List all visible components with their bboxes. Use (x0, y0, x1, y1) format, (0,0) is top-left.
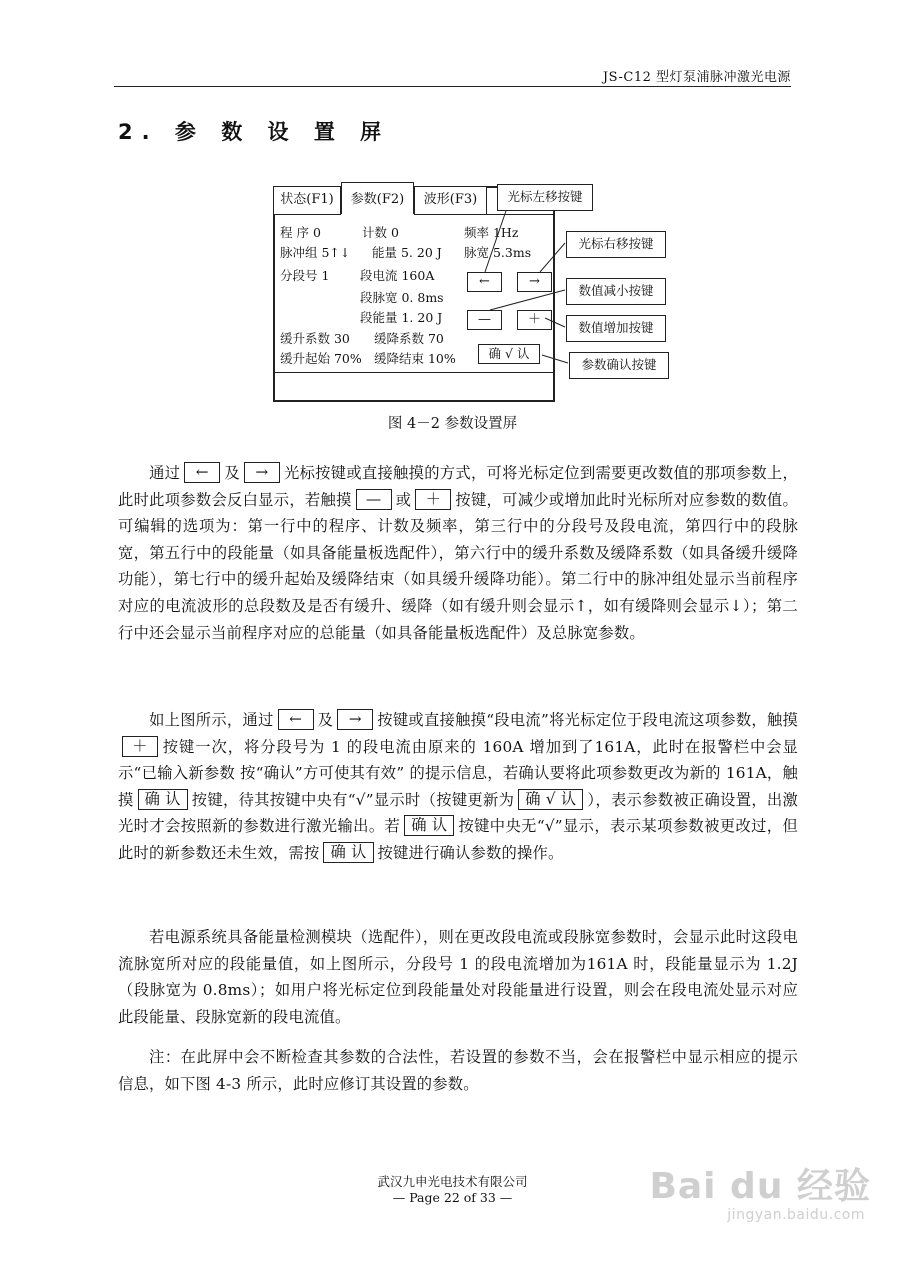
field-program[interactable]: 程 序 0 (280, 225, 321, 240)
header-title: JS-C12 型灯泵浦脉冲激光电源 (602, 70, 791, 85)
right-key-glyph: → (244, 462, 280, 483)
callout-confirm: 参数确认按键 (569, 352, 669, 379)
confirm-key-glyph: 确 认 (138, 789, 188, 810)
minus-key-glyph: — (356, 489, 392, 510)
plus-key-glyph: ＋ (122, 736, 158, 757)
field-pulse-group: 脉冲组 5↑↓ (280, 245, 351, 260)
confirm-checked-key-glyph: 确 √ 认 (518, 789, 583, 810)
footer-company: 武汉九申光电技术有限公司 (377, 1174, 528, 1189)
figure-caption: 图 4－2 参数设置屏 (387, 416, 518, 432)
paragraph-4: 注：在此屏中会不断检查其参数的合法性，若设置的参数不当，会在报警栏中显示相应的提示信息，如下图 4-3 所示，此时应修订其设置的参数。 (118, 1048, 798, 1093)
field-segment-pulse-width[interactable]: 段脉宽 0. 8ms (360, 290, 444, 305)
confirm-key-glyph: 确 认 (323, 842, 373, 863)
watermark-url: jingyan.baidu.com (727, 1207, 865, 1223)
watermark-logo: Bai du 经验 (649, 1166, 871, 1207)
right-key-glyph: → (337, 709, 373, 730)
callout-increase: 数值增加按键 (566, 315, 666, 342)
field-ramp-up-coef[interactable]: 缓升系数 30 (280, 331, 350, 346)
footer-page-number: — Page 22 of 33 — (392, 1190, 513, 1205)
callout-decrease: 数值减小按键 (566, 278, 666, 305)
field-energy: 能量 5. 20 J (372, 245, 442, 260)
tab-params[interactable]: 参数(F2) (341, 182, 414, 214)
field-frequency[interactable]: 频率 1Hz (464, 225, 519, 240)
field-segment-current[interactable]: 段电流 160A (360, 268, 435, 283)
field-ramp-down-coef[interactable]: 缓降系数 70 (374, 331, 444, 346)
confirm-button[interactable]: 确 √ 认 (478, 344, 540, 364)
plus-key-glyph: ＋ (415, 489, 451, 510)
paragraph-3: 若电源系统具备能量检测模块（选配件），则在更改段电流或段脉宽参数时，会显示此时这段电流脉宽所对应的段能量值，如上图所示，分段号 1 的段电流增加为161A 时，段能量显示为 1.2J（段脉宽为 0.8ms）；如用户将光标定位到段能量处对段能量进行设置，则会在段电流处显示对应此段能量、段脉宽新的段电流值。 (118, 928, 798, 1026)
field-ramp-up-start[interactable]: 缓升起始 70% (280, 351, 362, 366)
section-title: 2. 参 数 设 置 屏 (118, 120, 391, 144)
callout-cursor-left: 光标左移按键 (497, 184, 593, 211)
cursor-right-button[interactable]: → (517, 272, 552, 292)
field-segment-energy[interactable]: 段能量 1. 20 J (360, 310, 443, 325)
paragraph-2: 如上图所示，通过 ← 及 → 按键或直接触摸“段电流”将光标定位于段电流这项参数，触摸＋ 按键一次，将分段号为 1 的段电流由原来的 160A 增加到了161A，此时在报警栏中会显示“已输入新参数 按“确认”方可使其有效” 的提示信息，若确认要将此项参数更改为新的 161A，触摸 确 认 按键，待其按键中央有“√”显示时（按键更新为 确 √ 认 ），表示参数被正确设置，出激光时才会按照新的参数进行激光输出。若 确 认 按键中央无“√”显示，表示某项参数被更改过，但此时的新参数还未生效，需按 确 认 按键进行确认参数的操作。 (118, 710, 799, 862)
field-count[interactable]: 计数 0 (362, 225, 399, 240)
field-ramp-down-end[interactable]: 缓降结束 10% (374, 351, 456, 366)
tab-waveform[interactable]: 波形(F3) (414, 186, 487, 214)
field-pulse-width: 脉宽 5.3ms (464, 245, 532, 260)
callout-cursor-right: 光标右移按键 (566, 231, 666, 258)
left-key-glyph: ← (184, 462, 220, 483)
tab-status[interactable]: 状态(F1) (273, 186, 341, 214)
callout-leader-lines (0, 0, 905, 420)
decrease-button[interactable]: — (467, 310, 502, 330)
confirm-key-glyph: 确 认 (404, 815, 454, 836)
field-segment-no[interactable]: 分段号 1 (280, 268, 330, 283)
increase-button[interactable]: ＋ (517, 310, 552, 330)
left-key-glyph: ← (278, 709, 314, 730)
paragraph-1: 通过 ← 及 → 光标按键或直接触摸的方式，可将光标定位到需要更改数值的那项参数上，此时此项参数会反白显示，若触摸 — 或 ＋ 按键，可减少或增加此时光标所对应参数的数值。可编辑的选项为：第一行中的程序、计数及频率，第三行中的分段号及段电流，第四行中的段脉宽，第五行中的段能量（如具备能量板选配件），第六行中的缓升系数及缓降系数（如具备缓升缓降功能），第七行中的缓升起始及缓降结束（如具缓升缓降功能）。第二行中的脉冲组处显示当前程序对应的电流波形的总段数及是否有缓升、缓降（如有缓升则会显示↑，如有缓降则会显示↓）；第二行中还会显示当前程序对应的总能量（如具备能量板选配件）及总脉宽参数。 (118, 463, 799, 642)
cursor-left-button[interactable]: ← (467, 272, 502, 292)
